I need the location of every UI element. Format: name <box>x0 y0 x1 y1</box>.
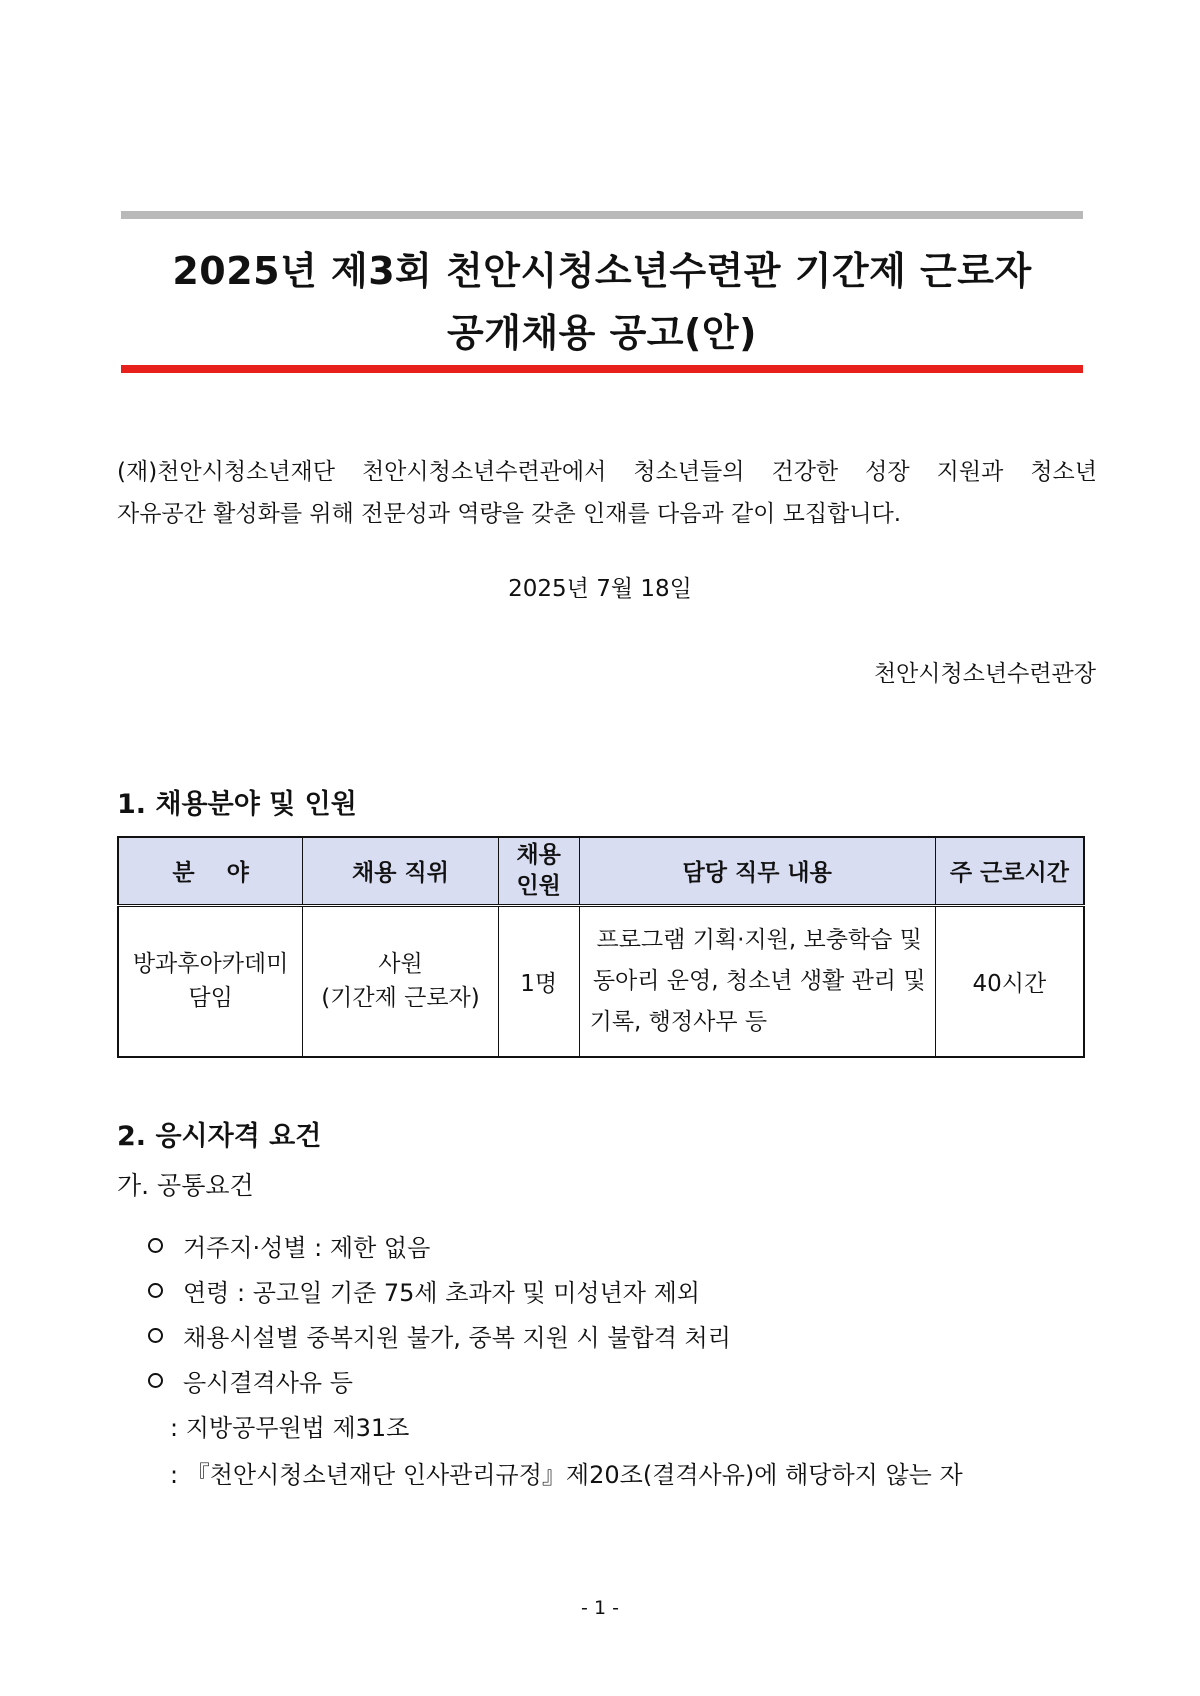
cell-position <box>303 905 499 1057</box>
list-item <box>148 1363 353 1398</box>
document-title-line1: 2025년 제3회 천안시청소년수련관 기간제 근로자 <box>172 249 1032 293</box>
header-field: 분 야 <box>118 837 303 905</box>
header-count-bottom: 인원 <box>516 872 561 899</box>
cell-count: 1명 <box>498 905 579 1057</box>
cell-position-line2: (기간제 근로자) <box>321 985 480 1012</box>
intro-line2: 자유공간 활성화를 위해 전문성과 역량을 갖춘 인재를 다음과 같이 모집합니다. <box>117 501 902 527</box>
cell-field-line1: 방과후아카데미 <box>132 951 289 978</box>
cell-duties: 프로그램 기획·지원, 보충학습 및 동아리 운영, 청소년 생활 관리 및 기록, 행정사무 등 <box>579 905 935 1057</box>
title-bottom-rule <box>121 365 1083 373</box>
header-count <box>498 837 579 905</box>
cell-field-line2: 담임 <box>188 985 233 1012</box>
intro-line1: (재)천안시청소년재단 천안시청소년수련관에서 청소년들의 건강한 성장 지원과 청소년 <box>117 459 1097 485</box>
cell-hours: 40시간 <box>935 905 1084 1057</box>
cell-field <box>118 905 303 1057</box>
page-number: - 1 - <box>581 1597 619 1619</box>
list-item <box>148 1228 430 1263</box>
list-item <box>148 1273 700 1308</box>
list-item-text: 거주지·성별 : 제한 없음 <box>183 1234 431 1262</box>
circle-bullet-icon <box>148 1328 163 1343</box>
document-title-line2: 공개채용 공고(안) <box>447 311 757 355</box>
title-top-rule <box>121 211 1083 219</box>
citation-line: : 『천안시청소년재단 인사관리규정』제20조(결격사유)에 해당하지 않는 자 <box>170 1461 963 1489</box>
section2-subtitle: 가. 공통요건 <box>117 1171 254 1200</box>
table-row <box>118 905 1084 1057</box>
list-item-text: 채용시설별 중복지원 불가, 중복 지원 시 불합격 처리 <box>183 1324 731 1352</box>
circle-bullet-icon <box>148 1238 163 1253</box>
list-item <box>148 1318 731 1353</box>
header-hours: 주 근로시간 <box>935 837 1084 905</box>
issuer-name: 천안시청소년수련관장 <box>873 661 1096 687</box>
circle-bullet-icon <box>148 1373 163 1388</box>
header-count-top: 채용 <box>516 841 561 868</box>
announcement-date: 2025년 7월 18일 <box>508 576 692 602</box>
section2-title: 2. 응시자격 요건 <box>117 1121 322 1152</box>
list-item-text: 응시결격사유 등 <box>183 1369 353 1397</box>
table-header-row <box>118 837 1084 905</box>
header-position: 채용 직위 <box>303 837 499 905</box>
recruitment-table <box>117 836 1085 1058</box>
cell-position-line1: 사원 <box>378 951 423 978</box>
circle-bullet-icon <box>148 1283 163 1298</box>
header-duties: 담당 직무 내용 <box>579 837 935 905</box>
citation-line: : 지방공무원법 제31조 <box>170 1414 410 1442</box>
list-item-text: 연령 : 공고일 기준 75세 초과자 및 미성년자 제외 <box>183 1279 700 1307</box>
section1-title: 1. 채용분야 및 인원 <box>117 789 357 820</box>
